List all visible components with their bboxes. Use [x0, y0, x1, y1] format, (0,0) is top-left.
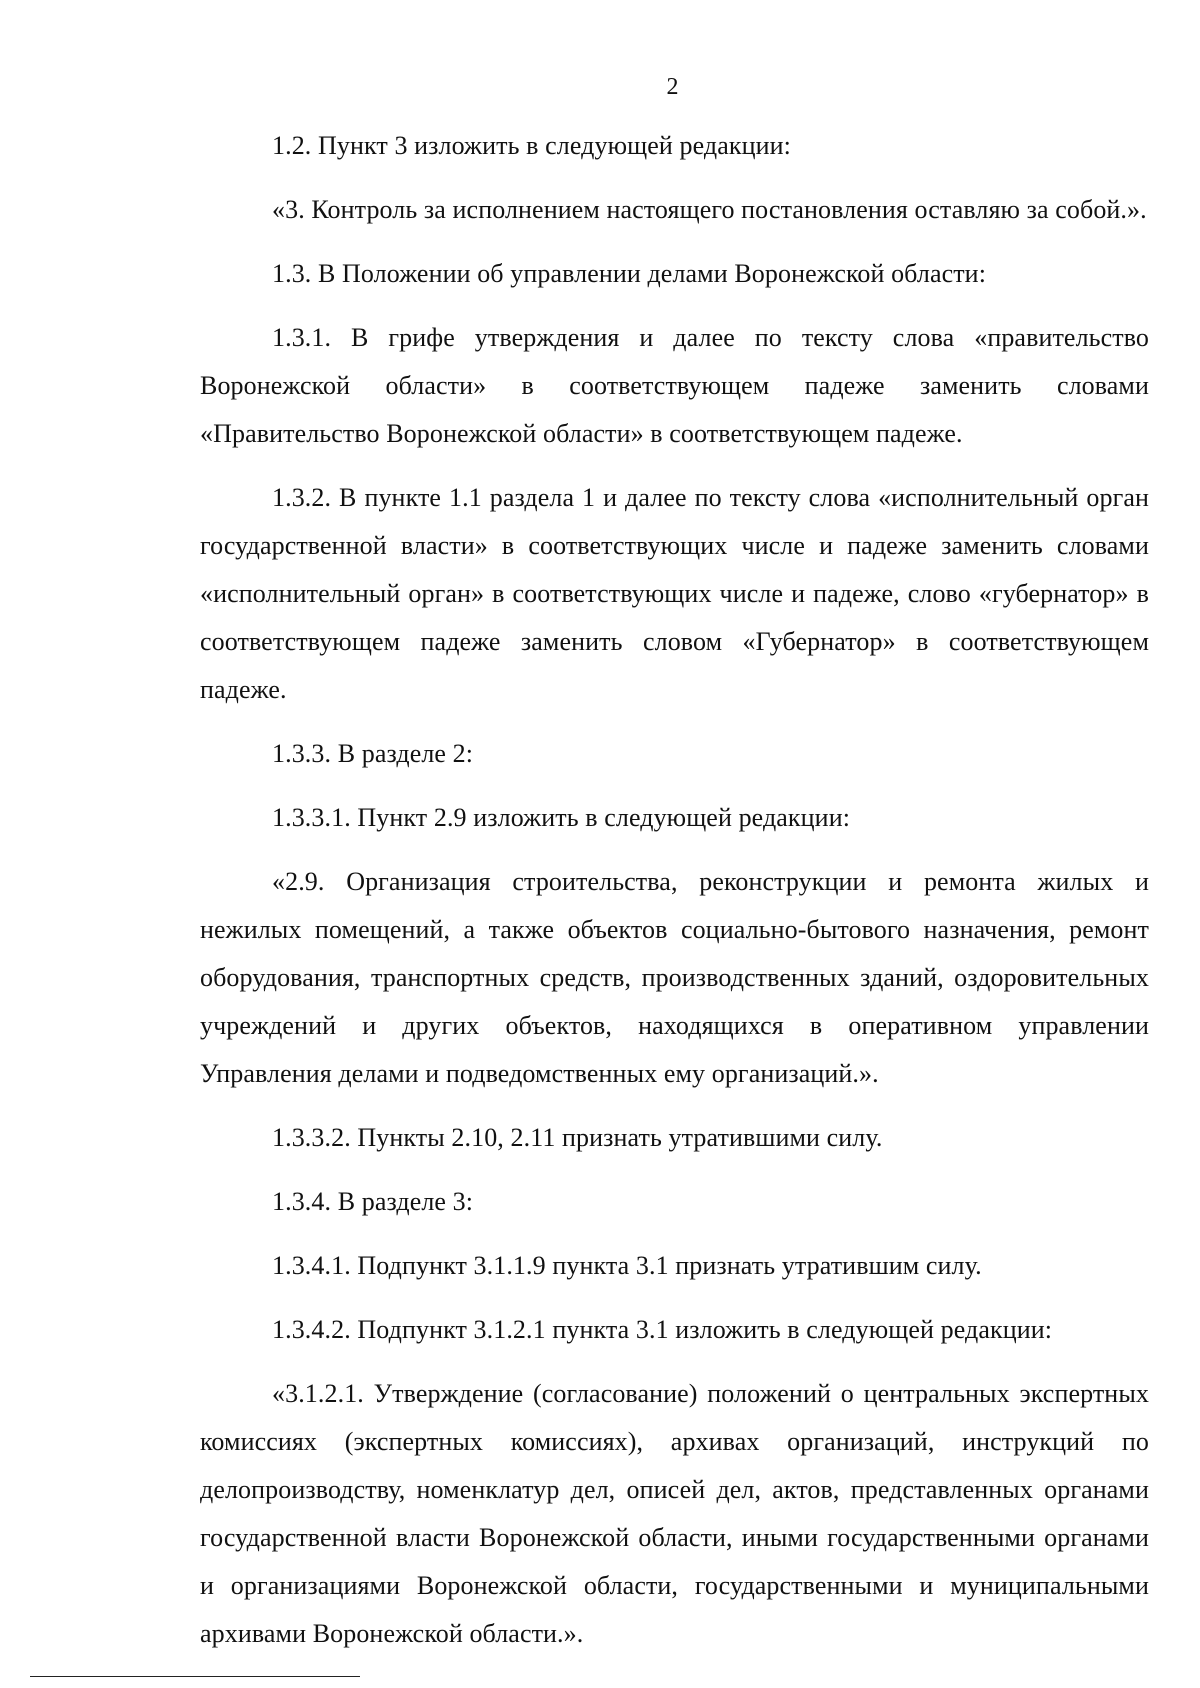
paragraph-1-3-4-1: 1.3.4.1. Подпункт 3.1.1.9 пункта 3.1 признать утратившим силу.: [272, 1251, 982, 1280]
paragraph-1-3-3-1: 1.3.3.1. Пункт 2.9 изложить в следующей редакции:: [272, 803, 851, 832]
paragraph-1-2: 1.2. Пункт 3 изложить в следующей редакции:: [272, 131, 791, 160]
paragraph-1-3-2: 1.3.2. В пункте 1.1 раздела 1 и далее по тексту слова «исполнительный орган государственной власти» в соответствующих числе и падеже заменить словами «исполнительный орган» в соответствующих числе и падеже, слово «губернатор» в соответствующем падеже заменить словом «Губернатор» в соответствующем падеже.: [200, 483, 1149, 704]
document-body: [200, 122, 1149, 1674]
page-number: 2: [666, 74, 679, 100]
paragraph-1-3-3-2: 1.3.3.2. Пункты 2.10, 2.11 признать утратившими силу.: [272, 1123, 883, 1152]
paragraph-1-3: 1.3. В Положении об управлении делами Воронежской области:: [272, 259, 987, 288]
paragraph-quote-3: «3. Контроль за исполнением настоящего постановления оставляю за собой.».: [272, 195, 1147, 224]
paragraph-quote-2-9: «2.9. Организация строительства, реконструкции и ремонта жилых и нежилых помещений, а также объектов социально-бытового назначения, ремонт оборудования, транспортных средств, производственных зданий, оздоровительных учреждений и других объектов, находящихся в оперативном управлении Управления делами и подведомственных ему организаций.».: [200, 867, 1149, 1088]
footer-rule-divider: [30, 1676, 360, 1677]
paragraph-1-3-1: 1.3.1. В грифе утверждения и далее по тексту слова «правительство Воронежской области» в соответствующем падеже заменить словами «Правительство Воронежской области» в соответствующем падеже.: [200, 323, 1149, 448]
paragraph-1-3-4-2: 1.3.4.2. Подпункт 3.1.2.1 пункта 3.1 изложить в следующей редакции:: [272, 1315, 1053, 1344]
paragraph-quote-3-1-2-1: «3.1.2.1. Утверждение (согласование) положений о центральных экспертных комиссиях (экспертных комиссиях), архивах организаций, инструкций по делопроизводству, номенклатур дел, описей дел, актов, представленных органами государственной власти Воронежской области, иными государственными органами и организациями Воронежской области, государственными и муниципальными архивами Воронежской области.».: [200, 1379, 1149, 1648]
paragraph-1-3-4: 1.3.4. В разделе 3:: [272, 1187, 474, 1216]
paragraph-1-3-3: 1.3.3. В разделе 2:: [272, 739, 474, 768]
